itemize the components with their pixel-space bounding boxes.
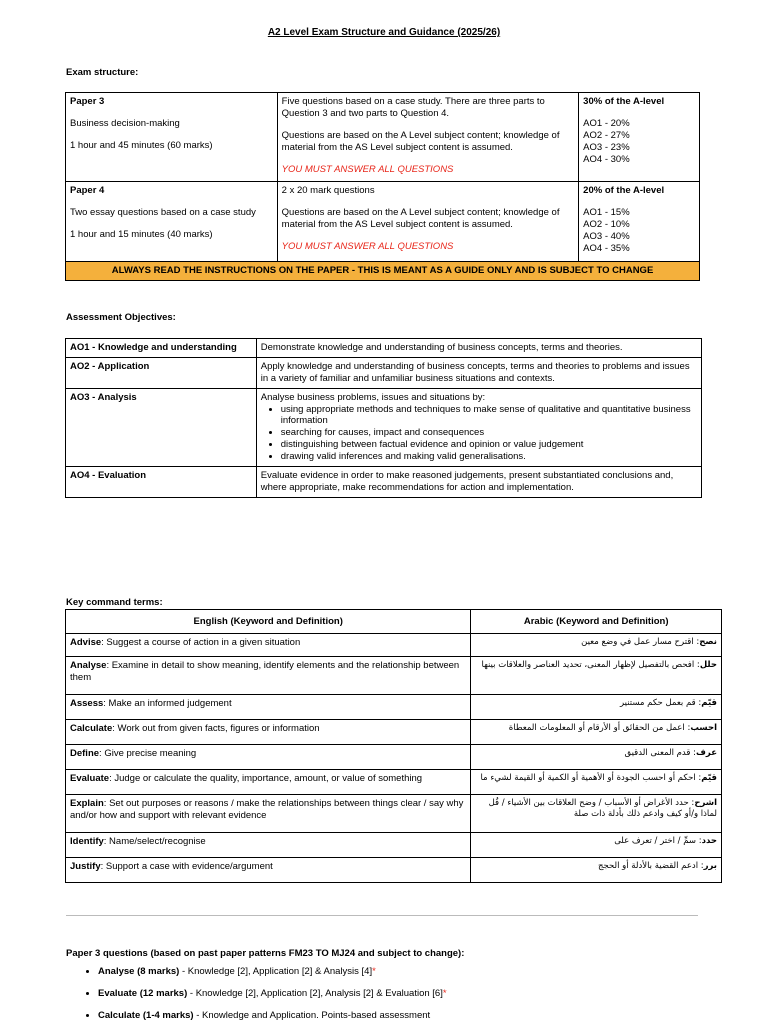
ar-term: قيّم: [701, 698, 717, 708]
arabic-cell: [471, 695, 722, 720]
english-cell: [66, 695, 471, 720]
table-row: [66, 695, 722, 720]
paper-name: Paper 4: [70, 185, 105, 196]
asterisk: *: [442, 987, 447, 999]
arabic-cell: [471, 770, 722, 795]
question-breakdown: - Knowledge [2], Application [2] & Analysis [4]: [179, 966, 373, 977]
arabic-cell: [471, 720, 722, 745]
paper-desc: 2 x 20 mark questions: [281, 185, 375, 196]
ao-weight: AO4 - 35%: [583, 242, 630, 254]
paper-desc-cell: [277, 182, 579, 262]
english-cell: [66, 657, 471, 695]
english-cell: [66, 634, 471, 657]
ao-weight: AO3 - 23%: [583, 141, 630, 153]
ao-weight: AO2 - 10%: [583, 218, 630, 230]
ar-term: احسب: [690, 723, 717, 733]
table-row: [66, 833, 722, 858]
paper-weight-cell: [579, 182, 700, 262]
paper-name-cell: [66, 93, 278, 182]
term: Evaluate: [70, 773, 110, 784]
arabic-cell: [471, 745, 722, 770]
question-type: Calculate (1-4 marks): [98, 1009, 194, 1021]
paper-weight: 30% of the A-level: [583, 96, 665, 107]
definition: : Make an informed judgement: [103, 698, 232, 709]
paper-4-row: [66, 182, 700, 262]
ao-bullet-list: [261, 404, 697, 463]
ar-term: حدد: [701, 836, 717, 846]
paper-desc-cell: [277, 93, 579, 182]
ar-definition: : اعمل من الحقائق أو الأرقام أو المعلومات المعطاة: [508, 723, 691, 733]
table-row: [66, 770, 722, 795]
command-terms-table: [65, 609, 722, 883]
term: Explain: [70, 798, 104, 809]
ar-definition: : حدد الأغراض أو الأسباب / وضح العلاقات بين الأشياء / قُل لماذا و/أو كيف وادعم ذلك بأدلة ذات صلة: [488, 798, 717, 819]
ao-weight: AO4 - 30%: [583, 153, 630, 165]
term: Advise: [70, 637, 102, 648]
paper-name: Paper 3: [70, 96, 105, 107]
arabic-cell: [471, 634, 722, 657]
question-type: Analyse (8 marks): [98, 966, 180, 977]
term: Justify: [70, 861, 101, 872]
question-breakdown: - Knowledge and Application. Points-based assessment: [193, 1009, 431, 1021]
guidance-banner: ALWAYS READ THE INSTRUCTIONS ON THE PAPER - THIS IS MEANT AS A GUIDE ONLY AND IS SUBJECT TO CHANGE: [66, 262, 700, 281]
paper-warning: YOU MUST ANSWER ALL QUESTIONS: [281, 163, 454, 175]
paper-warning: YOU MUST ANSWER ALL QUESTIONS: [281, 240, 454, 252]
header-arabic: Arabic (Keyword and Definition): [471, 610, 722, 634]
asterisk: *: [372, 966, 376, 977]
ao-desc: Evaluate evidence in order to make reasoned judgements, present substantiated conclusions and, where appropriate, make recommendations for action and implementation.: [256, 466, 701, 497]
list-item: [98, 988, 447, 1000]
ao-desc: Analyse business problems, issues and situations by:: [260, 391, 486, 403]
ao-desc: Apply knowledge and understanding of business concepts, terms and theories to problems and issues in a variety of familiar and unfamiliar business situations and contexts.: [256, 357, 701, 388]
table-row: [66, 657, 722, 695]
paper-3-row: [66, 93, 700, 182]
paper-subtitle: Two essay questions based on a case study: [70, 206, 256, 218]
list-item: [98, 1010, 447, 1022]
ao-weight: AO1 - 15%: [583, 206, 630, 218]
english-cell: [66, 858, 471, 883]
assessment-objectives-label: Assessment Objectives:: [66, 312, 176, 323]
ar-term: نصح: [699, 637, 717, 647]
question-breakdown: - Knowledge [2], Application [2], Analysis [2] & Evaluation [6]: [187, 987, 443, 999]
ao-name: AO3 - Analysis: [66, 388, 257, 466]
ar-term: برر: [703, 861, 717, 871]
definition: : Judge or calculate the quality, importance, amount, or value of something: [109, 773, 423, 784]
term: Define: [70, 748, 100, 759]
list-item: • distinguishing between factual evidence and opinion or value judgement: [281, 439, 697, 451]
arabic-cell: [471, 795, 722, 833]
command-terms-label: Key command terms:: [66, 597, 163, 608]
ao-weight: AO1 - 20%: [583, 117, 630, 129]
paper-name-cell: [66, 182, 278, 262]
list-item: • searching for causes, impact and consequences: [281, 427, 697, 439]
paper-duration: 1 hour and 45 minutes (60 marks): [70, 139, 213, 151]
english-cell: [66, 770, 471, 795]
ar-definition: : قم بعمل حكم مستنير: [619, 698, 702, 708]
ao-desc: Demonstrate knowledge and understanding of business concepts, terms and theories.: [256, 339, 701, 358]
paper-weight: 20% of the A-level: [583, 185, 665, 196]
ao-row: [66, 466, 702, 497]
divider: [66, 915, 698, 916]
paper-weight-cell: [579, 93, 700, 182]
ao-row: [66, 388, 702, 466]
paper-desc: Questions are based on the A Level subject content; knowledge of material from the AS Level subject content is assumed.: [281, 206, 560, 230]
ar-term: قيّم: [701, 773, 717, 783]
term: Calculate: [70, 723, 113, 734]
assessment-objectives-table: [65, 338, 702, 498]
arabic-cell: [471, 858, 722, 883]
header-english: English (Keyword and Definition): [66, 610, 471, 634]
arabic-cell: [471, 833, 722, 858]
english-cell: [66, 795, 471, 833]
table-row: [66, 858, 722, 883]
ar-definition: : سمِّ / اختر / تعرف على: [614, 836, 702, 846]
definition: : Support a case with evidence/argument: [100, 861, 273, 872]
list-item: [98, 966, 447, 978]
term: Assess: [70, 698, 104, 709]
ao-name: AO2 - Application: [66, 357, 257, 388]
ar-definition: : اقترح مسار عمل في وضع معين: [581, 637, 700, 647]
term: Identify: [70, 836, 104, 847]
paper-subtitle: Business decision-making: [70, 117, 180, 129]
ao-name: AO4 - Evaluation: [66, 466, 257, 497]
page-title: A2 Level Exam Structure and Guidance (2025/26): [267, 27, 501, 38]
banner-row: [66, 262, 700, 281]
list-item: • using appropriate methods and techniques to make sense of qualitative and quantitative business information: [281, 404, 697, 428]
table-row: [66, 795, 722, 833]
ao-desc-cell: [256, 388, 701, 466]
definition: : Suggest a course of action in a given situation: [101, 637, 301, 648]
english-cell: [66, 833, 471, 858]
ar-term: عرف: [696, 748, 717, 758]
table-header-row: [66, 610, 722, 634]
definition: : Examine in detail to show meaning, identify elements and the relationship between them: [70, 660, 460, 683]
definition: : Work out from given facts, figures or information: [112, 723, 320, 734]
ar-definition: : قدم المعنى الدقيق: [624, 748, 697, 758]
paper-desc: Questions are based on the A Level subject content; knowledge of material from the AS Level subject content is assumed.: [281, 129, 560, 153]
ao-row: [66, 357, 702, 388]
definition: : Give precise meaning: [99, 748, 197, 759]
exam-structure-label: Exam structure:: [66, 67, 139, 78]
list-item: • drawing valid inferences and making valid generalisations.: [281, 451, 697, 463]
ao-row: [66, 339, 702, 358]
paper3-question-list: [80, 966, 447, 1032]
table-row: [66, 720, 722, 745]
ar-definition: : افحص بالتفصيل لإظهار المعنى، تحديد العناصر والعلاقات بينها: [481, 660, 700, 670]
english-cell: [66, 720, 471, 745]
definition: : Name/select/recognise: [103, 836, 206, 847]
ao-name: AO1 - Knowledge and understanding: [66, 339, 257, 358]
term: Analyse: [70, 660, 107, 671]
english-cell: [66, 745, 471, 770]
exam-structure-table: [65, 92, 700, 281]
ar-definition: : احكم أو احسب الجودة أو الأهمية أو الكمية أو القيمة لشيء ما: [480, 773, 702, 783]
table-row: [66, 745, 722, 770]
ar-definition: : ادعم القضية بالأدلة أو الحجج: [598, 861, 704, 871]
question-type: Evaluate (12 marks): [98, 987, 188, 999]
paper-duration: 1 hour and 15 minutes (40 marks): [70, 228, 213, 240]
paper3-questions-label: Paper 3 questions (based on past paper patterns FM23 TO MJ24 and subject to change):: [66, 948, 465, 959]
definition: : Set out purposes or reasons / make the relationships between things clear / say why and/or how and support with relevant evidence: [70, 798, 464, 821]
ar-term: اشرح: [694, 798, 717, 808]
table-row: [66, 634, 722, 657]
paper-desc: Five questions based on a case study. There are three parts to Question 3 and two parts to Question 4.: [281, 96, 545, 119]
ar-term: حلل: [699, 660, 717, 670]
ao-weight: AO3 - 40%: [583, 230, 630, 242]
arabic-cell: [471, 657, 722, 695]
ao-weight: AO2 - 27%: [583, 129, 630, 141]
